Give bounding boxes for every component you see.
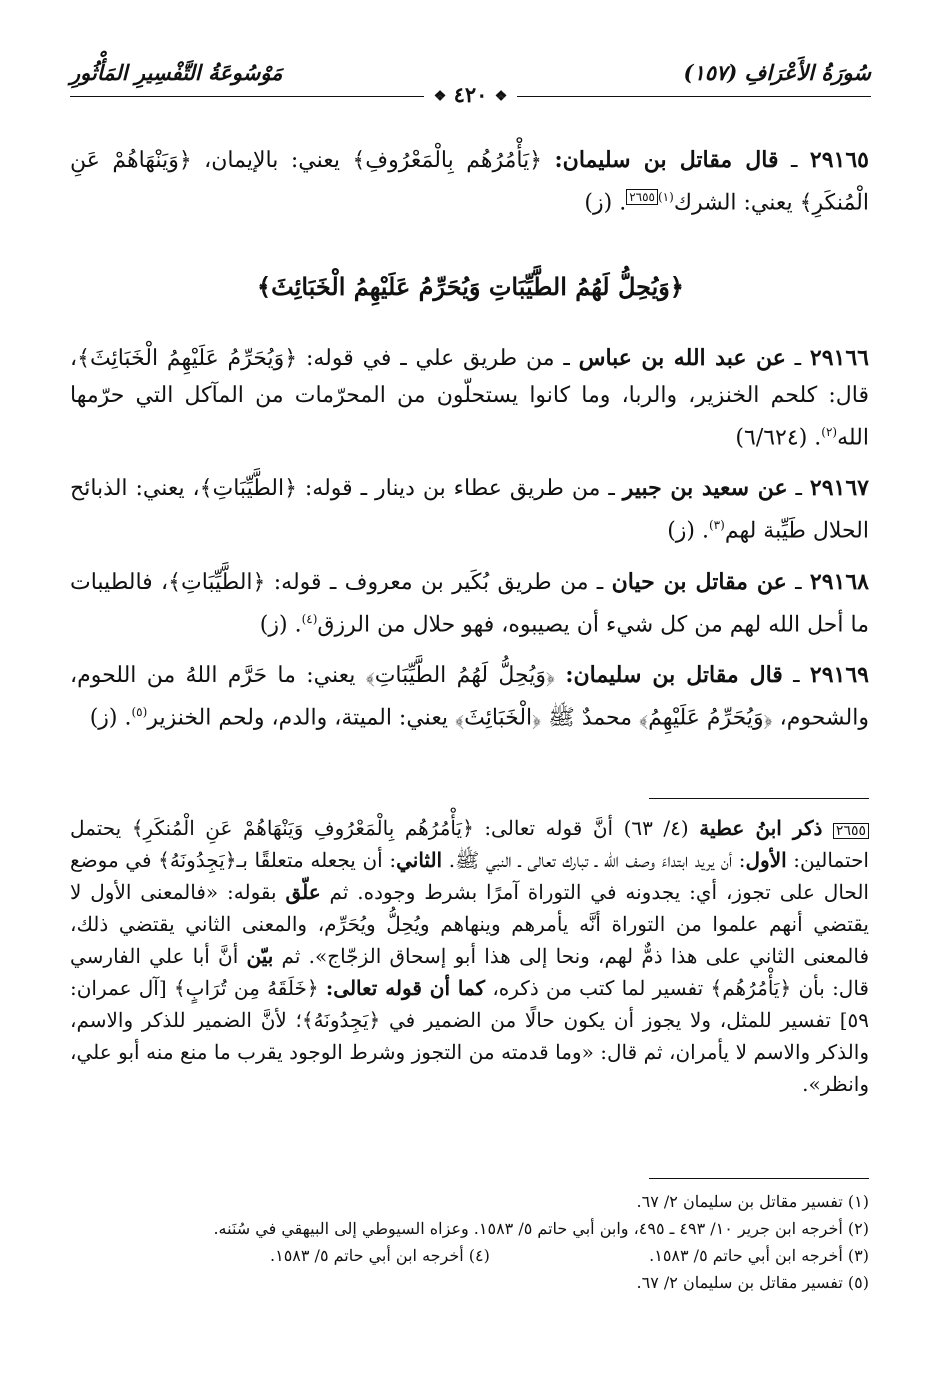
footnote-marker: (٥) <box>131 704 148 719</box>
entry-tail: . (ز) <box>584 190 627 216</box>
footnote-3: (٣) أخرجه ابن أبي حاتم ٥/ ١٥٨٣. <box>649 1246 869 1265</box>
entry-29166: ٢٩١٦٦ ـ عن عبد الله بن عباس ـ من طريق علي ـ في قوله: ﴿وَيُحَرِّمُ عَلَيْهِمُ الْخَبَائِثَ﴾، قال: كلحم الخنزير، والربا، وما كانوا يستحلّون من المحرّمات من المآكل التي حرّمها الله$^{(٢)}$. (٦/٦٢٤) <box>70 345 869 451</box>
commentary-fifth: ﴿خَلَقَهُ مِن تُرَابٍ﴾ [آل عمران: ٥٩] تفسير للمثل، ولا يجوز أن يكون حالًا من الضمير في ﴿يَجِدُونَهُ﴾؛ لأنَّ الضمير للذكر والاسم، والذكر والاسم لا يأمران، ثم قال: «وما قدمته من التجوز وشرط الوجود يقرب ما منع منه أبو علي، وانظر». <box>70 976 869 1096</box>
footnote-marker: (٢) <box>821 425 838 439</box>
commentary-ref-box: ٢٦٥٥ <box>833 823 869 839</box>
entry-text: ﴿يَأْمُرُهُم بِالْمَعْرُوفِ﴾ يعني: بالإيمان، ﴿وَيَنْهَاهُمْ عَنِ الْمُنكَرِ﴾ يعني: الشرك <box>70 148 869 216</box>
entry-text: ـ من طريق بُكَير بن معروف ـ قوله: ﴿الطَّيِّبَاتِ﴾، فالطيبات ما أحل الله لهم من كل شيء أن يصيبوه، فهو حلال من الرزق <box>70 569 869 637</box>
label-third: علّق <box>285 880 321 904</box>
entry-tail: . (ز) <box>89 705 132 731</box>
commentary-lead: ذكر ابنُ عطية <box>699 816 823 840</box>
entries-block <box>70 340 869 736</box>
ornament-left-icon: ❖ <box>433 88 447 105</box>
running-header <box>70 58 871 118</box>
footnote-separator <box>649 1178 869 1179</box>
label-first: الأول <box>745 848 787 872</box>
entry-tail: . (٦/٦٢٤) <box>735 425 822 451</box>
entry-number: ٢٩١٦٦ <box>809 345 869 371</box>
entry-29167: ٢٩١٦٧ ـ عن سعيد بن جبير ـ من طريق عطاء بن دينار ـ قوله: ﴿الطَّيِّبَاتِ﴾، يعني: الذبائح الحلال طَيِّبة لهم$^{(٣)}$. (ز) <box>70 475 869 544</box>
footnotes <box>70 1188 869 1296</box>
commentary-first: : أن يريد ابتداءَ وصف الله ـ تبارك تعالى ـ النبي ﷺ. <box>442 848 746 872</box>
footnote-marker: (٣) <box>708 518 725 533</box>
book-title: مَوْسُوعَةُ التَّفْسِيرِ المَأْثُورِ <box>70 60 283 85</box>
entry-tail: . (ز) <box>259 611 302 637</box>
entry-number: ٢٩١٦٩ <box>809 661 869 688</box>
entry-author: عن سعيد بن جبير <box>622 475 788 502</box>
footnote-4: (٤) أخرجه ابن أبي حاتم ٥/ ١٥٨٣. <box>270 1246 490 1265</box>
entry-author: قال مقاتل بن سليمان: <box>554 147 779 173</box>
commentary-third: بقوله: «فالمعنى الأول لا يقتضي أنهم علموا من التوراة أنَّه يأمرهم وينهاهم ويُحِلُّ ويُحَرِّم، والمعنى الثاني يقتضي ذلك، فالمعنى الثاني على هذا ذمٌّ لهم، ونحا إلى هذا أبو إسحاق الزجّاج». ثم <box>70 880 870 968</box>
label-fifth: كما أن قوله تعالى: <box>325 976 486 1000</box>
entry-text: ﴿وَيُحِلُّ لَهُمُ الطَّيِّبَاتِ﴾ يعني: ما حَرَّم اللهُ من اللحوم، والشحوم، ﴿وَيُحَرِّمُ عَلَيْهِمُ﴾ محمدٌ ﷺ ﴿الْخَبَائِثَ﴾ يعني: الميتة، والدم، ولحم الخنزير <box>70 662 869 731</box>
footnote-row <box>70 1242 869 1269</box>
ornament-right-icon: ❖ <box>494 88 508 105</box>
label-second: الثاني <box>396 848 443 872</box>
footnote-1: (١) تفسير مقاتل بن سليمان ٢/ ٦٧. <box>636 1192 869 1211</box>
entry-text: ـ من طريق علي ـ في قوله: ﴿وَيُحَرِّمُ عَلَيْهِمُ الْخَبَائِثَ﴾، قال: كلحم الخنزير، والربا، وما كانوا يستحلّون من المحرّمات من المآكل التي حرّمها الله <box>70 346 869 451</box>
entry-29169: ٢٩١٦٩ ـ قال مقاتل بن سليمان: ﴿وَيُحِلُّ لَهُمُ الطَّيِّبَاتِ﴾ يعني: ما حَرَّم اللهُ من اللحوم، والشحوم، ﴿وَيُحَرِّمُ عَلَيْهِمُ﴾ محمدٌ ﷺ ﴿الْخَبَائِثَ﴾ يعني: الميتة، والدم، ولحم الخنزير$^{(٥)}$. (ز) <box>70 661 869 731</box>
entry-number: ٢٩١٦٧ <box>809 475 869 502</box>
entry-29168: ٢٩١٦٨ ـ عن مقاتل بن حيان ـ من طريق بُكَير بن معروف ـ قوله: ﴿الطَّيِّبَاتِ﴾، فالطيبات ما أحل الله لهم من كل شيء أن يصيبوه، فهو حلال من الرزق$^{(٤)}$. (ز) <box>70 568 869 637</box>
page-number: ٤٢٠ <box>453 82 488 107</box>
commentary-ref-box: ٢٦٥٥ <box>626 189 658 205</box>
entry-tail: . (ز) <box>667 518 709 544</box>
label-fourth: بيّن <box>246 944 274 968</box>
entry-29165: ٢٩١٦٥ ـ قال مقاتل بن سليمان: ﴿يَأْمُرُهُم بِالْمَعْرُوفِ﴾ يعني: بالإيمان، ﴿وَيَنْهَاهُمْ عَنِ الْمُنكَرِ﴾ يعني: الشرك$^{(١)}$٢٦٥٥. (ز) <box>70 147 869 216</box>
footnote-marker: (٤) <box>301 611 318 626</box>
commentary-block <box>70 812 869 1100</box>
entry-number: ٢٩١٦٥ <box>809 147 869 173</box>
entry-author: عن مقاتل بن حيان <box>611 568 787 595</box>
footnote-5: (٥) تفسير مقاتل بن سليمان ٢/ ٦٧. <box>636 1273 869 1292</box>
surah-title: سُورَةُ الأَعْرَافِ (١٥٧) <box>683 60 871 85</box>
entry-author: قال مقاتل بن سليمان: <box>565 661 783 688</box>
entry-number: ٢٩١٦٨ <box>809 568 869 595</box>
verse-heading: ﴿وَيُحِلُّ لَهُمُ الطَّيِّبَاتِ وَيُحَرِّمُ عَلَيْهِمُ الْخَبَائِثَ﴾ <box>257 272 684 301</box>
commentary-separator <box>649 798 869 799</box>
footnote-marker: (١) <box>657 190 674 204</box>
page-number-box <box>424 82 518 107</box>
entry-text: ـ من طريق عطاء بن دينار ـ قوله: ﴿الطَّيِّبَاتِ﴾، يعني: الذبائح الحلال طَيِّبة لهم <box>70 476 869 544</box>
commentary-fourth: أنَّ أبا علي الفارسي قال: بأن ﴿يَأْمُرُهُم﴾ تفسير لما كتب من ذكره، <box>70 944 869 1000</box>
commentary-text: (٤/ ٦٣) أنَّ قوله تعالى: ﴿يَأْمُرُهُم بِالْمَعْرُوفِ وَيَنْهَاهُمْ عَنِ الْمُنكَرِ﴾ يحتمل احتمالين: <box>70 816 869 872</box>
entry-author: عن عبد الله بن عباس <box>578 345 786 371</box>
footnote-2: (٢) أخرجه ابن جرير ١٠/ ٤٩٣ ـ ٤٩٥، وابن أبي حاتم ٥/ ١٥٨٣. وعزاه السيوطي إلى البيهقي في سُنَنه. <box>213 1219 869 1238</box>
commentary-second: : أن يجعله متعلقًا بـ﴿يَجِدُونَهُ﴾ في موضع الحال على تجوز، أي: يجدونه في التوراة آمرًا بشرط وجوده. ثم <box>70 848 869 904</box>
